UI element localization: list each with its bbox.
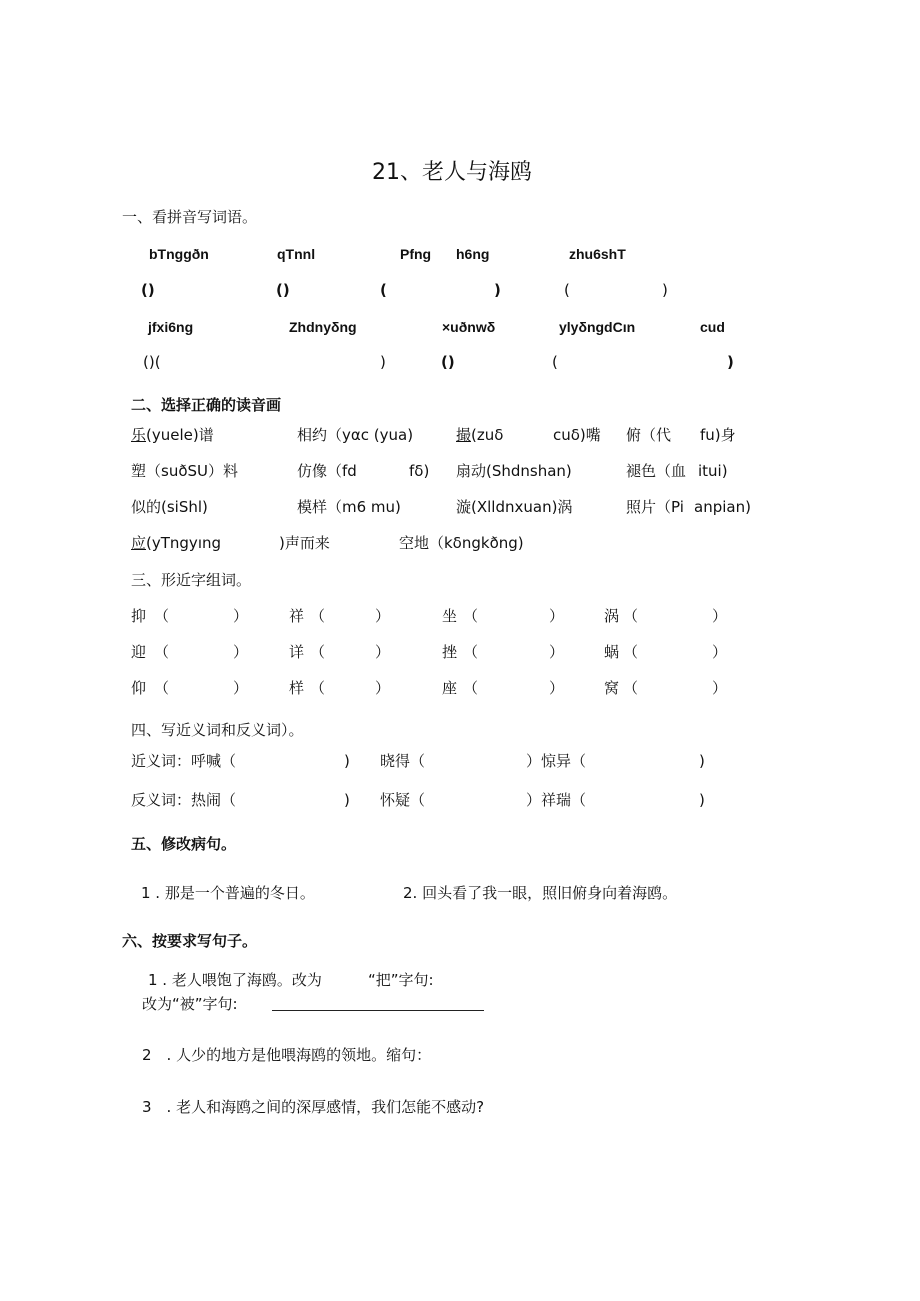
- blank-open[interactable]: （: [310, 679, 326, 697]
- antonym-prompt[interactable]: 反义词：热闹（: [131, 791, 237, 809]
- blank-close: ）: [549, 607, 565, 625]
- pinyin-prompt: qTnnl: [277, 246, 316, 262]
- synonym-prompt[interactable]: 近义词：呼喊（: [131, 752, 237, 770]
- reading-item[interactable]: 扇动(Shdnshan): [456, 462, 572, 480]
- section-2-heading: 二、选择正确的读音画: [131, 396, 282, 414]
- section-6-heading: 六、按要求写句子。: [122, 932, 258, 950]
- blank-open[interactable]: （: [463, 643, 479, 661]
- reading-item-part: )声而来: [279, 534, 330, 552]
- pinyin-prompt: ×uðnwδ: [442, 319, 496, 335]
- section-3-heading: 三、形近字组词。: [131, 571, 252, 589]
- grid-char: 挫: [442, 643, 458, 661]
- reading-item-part: fδ): [409, 462, 430, 480]
- section-5-heading: 五、修改病句。: [131, 835, 237, 853]
- question-1-ba: “把”字句:: [368, 971, 434, 989]
- grid-char: 窝: [604, 679, 620, 697]
- pinyin-prompt: cud: [700, 319, 725, 335]
- blank-open[interactable]: （: [623, 643, 639, 661]
- blank-close: ）: [549, 679, 565, 697]
- reading-rest: (zuδ: [471, 426, 504, 444]
- pinyin-prompt: h6ng: [456, 246, 490, 262]
- blank-open[interactable]: （: [623, 679, 639, 697]
- reading-item[interactable]: 相约（yαc (yua): [297, 426, 414, 444]
- grid-char: 仰: [131, 679, 147, 697]
- sentence-item: 1 . 那是一个普遍的冬日。: [141, 884, 315, 902]
- answer-blank[interactable]: (): [441, 353, 455, 371]
- answer-blank-open[interactable]: ()(: [143, 353, 161, 371]
- grid-char: 样: [289, 679, 305, 697]
- blank-open[interactable]: （: [463, 607, 479, 625]
- answer-blank-close: ): [494, 281, 501, 299]
- grid-char: 涡: [604, 607, 620, 625]
- blank-open[interactable]: （: [154, 643, 170, 661]
- blank-close: ）: [375, 607, 391, 625]
- reading-item[interactable]: [131, 533, 221, 553]
- question-2: 2 . 人少的地方是他喂海鸥的领地。缩句：: [142, 1046, 432, 1064]
- reading-item[interactable]: 仿像（fd: [297, 462, 357, 480]
- reading-item[interactable]: [131, 425, 214, 445]
- answer-blank-close: ): [380, 353, 386, 371]
- pinyin-prompt: ylyδngdCın: [559, 319, 636, 335]
- reading-rest: (yTngyıng: [146, 534, 222, 552]
- section-1-heading: 一、看拼音写词语。: [122, 208, 258, 226]
- blank-open[interactable]: （: [310, 643, 326, 661]
- blank-open[interactable]: （: [154, 607, 170, 625]
- pinyin-prompt: bTnggðn: [149, 246, 209, 262]
- reading-item-part: itui): [698, 462, 728, 480]
- grid-char: 座: [442, 679, 458, 697]
- reading-item[interactable]: 照片（Pi: [626, 498, 684, 516]
- grid-char: 祥: [289, 607, 305, 625]
- synonym-prompt[interactable]: ）惊异（: [526, 752, 587, 770]
- question-1: 1 . 老人喂饱了海鸥。改为: [148, 971, 322, 989]
- reading-rest: (yuele)谱: [146, 426, 214, 444]
- reading-item[interactable]: 褪色（血: [626, 462, 687, 480]
- reading-item[interactable]: 塑（suðSU）料: [131, 462, 238, 480]
- grid-char: 蜗: [604, 643, 620, 661]
- blank-open[interactable]: （: [623, 607, 639, 625]
- blank-open[interactable]: （: [463, 679, 479, 697]
- reading-item[interactable]: 俯（代: [626, 426, 672, 444]
- section-4-heading: 四、写近义词和反义词）。: [131, 721, 304, 739]
- blank-close: ）: [712, 643, 728, 661]
- sentence-item: 2. 回头看了我一眼，照旧俯身向着海鸥。: [403, 884, 678, 902]
- antonym-prompt[interactable]: ）祥瑞（: [526, 791, 587, 809]
- underlined-char: 乐: [131, 426, 147, 444]
- reading-item-part: fu)身: [700, 426, 736, 444]
- grid-char: 迎: [131, 643, 147, 661]
- synonym-prompt[interactable]: 晓得（: [380, 752, 426, 770]
- underlined-char: 应: [131, 534, 147, 552]
- reading-item[interactable]: 漩(Xlldnxuan)涡: [456, 498, 573, 516]
- reading-item[interactable]: 空地（kδngkðng): [399, 534, 524, 552]
- answer-blank-open[interactable]: (: [564, 281, 570, 299]
- pinyin-prompt: Pfng: [400, 246, 432, 262]
- answer-blank-open[interactable]: (: [552, 353, 558, 371]
- answer-blank-open[interactable]: (: [380, 281, 387, 299]
- blank-close: ）: [375, 679, 391, 697]
- blank-close: ）: [233, 679, 249, 697]
- blank-close: ）: [233, 643, 249, 661]
- blank-close: ): [699, 791, 705, 809]
- underlined-char: 撮: [456, 426, 472, 444]
- blank-open[interactable]: （: [310, 607, 326, 625]
- pinyin-prompt: zhu6shT: [569, 246, 626, 262]
- pinyin-prompt: Zhdnyδng: [289, 319, 357, 335]
- question-3: 3 . 老人和海鸥之间的深厚感情，我们怎能不感动?: [142, 1098, 485, 1116]
- grid-char: 抑: [131, 607, 147, 625]
- answer-blank-close: ): [727, 353, 734, 371]
- reading-item-part: cuδ)嘴: [553, 426, 601, 444]
- answer-blank[interactable]: (): [141, 281, 155, 299]
- grid-char: 详: [289, 643, 305, 661]
- blank-close: ): [344, 752, 350, 770]
- blank-close: ): [344, 791, 350, 809]
- reading-item[interactable]: [456, 425, 503, 445]
- blank-close: ）: [233, 607, 249, 625]
- reading-item[interactable]: 模样（m6 mu): [297, 498, 401, 516]
- pinyin-prompt: jfxi6ng: [148, 319, 194, 335]
- blank-close: ）: [375, 643, 391, 661]
- blank-close: ): [699, 752, 705, 770]
- reading-item[interactable]: 似的(siShl): [131, 498, 208, 516]
- answer-line[interactable]: [272, 1010, 484, 1011]
- blank-close: ）: [549, 643, 565, 661]
- grid-char: 坐: [442, 607, 458, 625]
- antonym-prompt[interactable]: 怀疑（: [380, 791, 426, 809]
- question-1-bei: 改为“被”字句:: [142, 995, 238, 1013]
- reading-item-part: anpian): [694, 498, 751, 516]
- blank-close: ）: [712, 679, 728, 697]
- answer-blank-close: ): [662, 281, 668, 299]
- blank-close: ）: [712, 607, 728, 625]
- blank-open[interactable]: （: [154, 679, 170, 697]
- page-title: 21、老人与海鸥: [372, 160, 532, 185]
- answer-blank[interactable]: (): [276, 281, 290, 299]
